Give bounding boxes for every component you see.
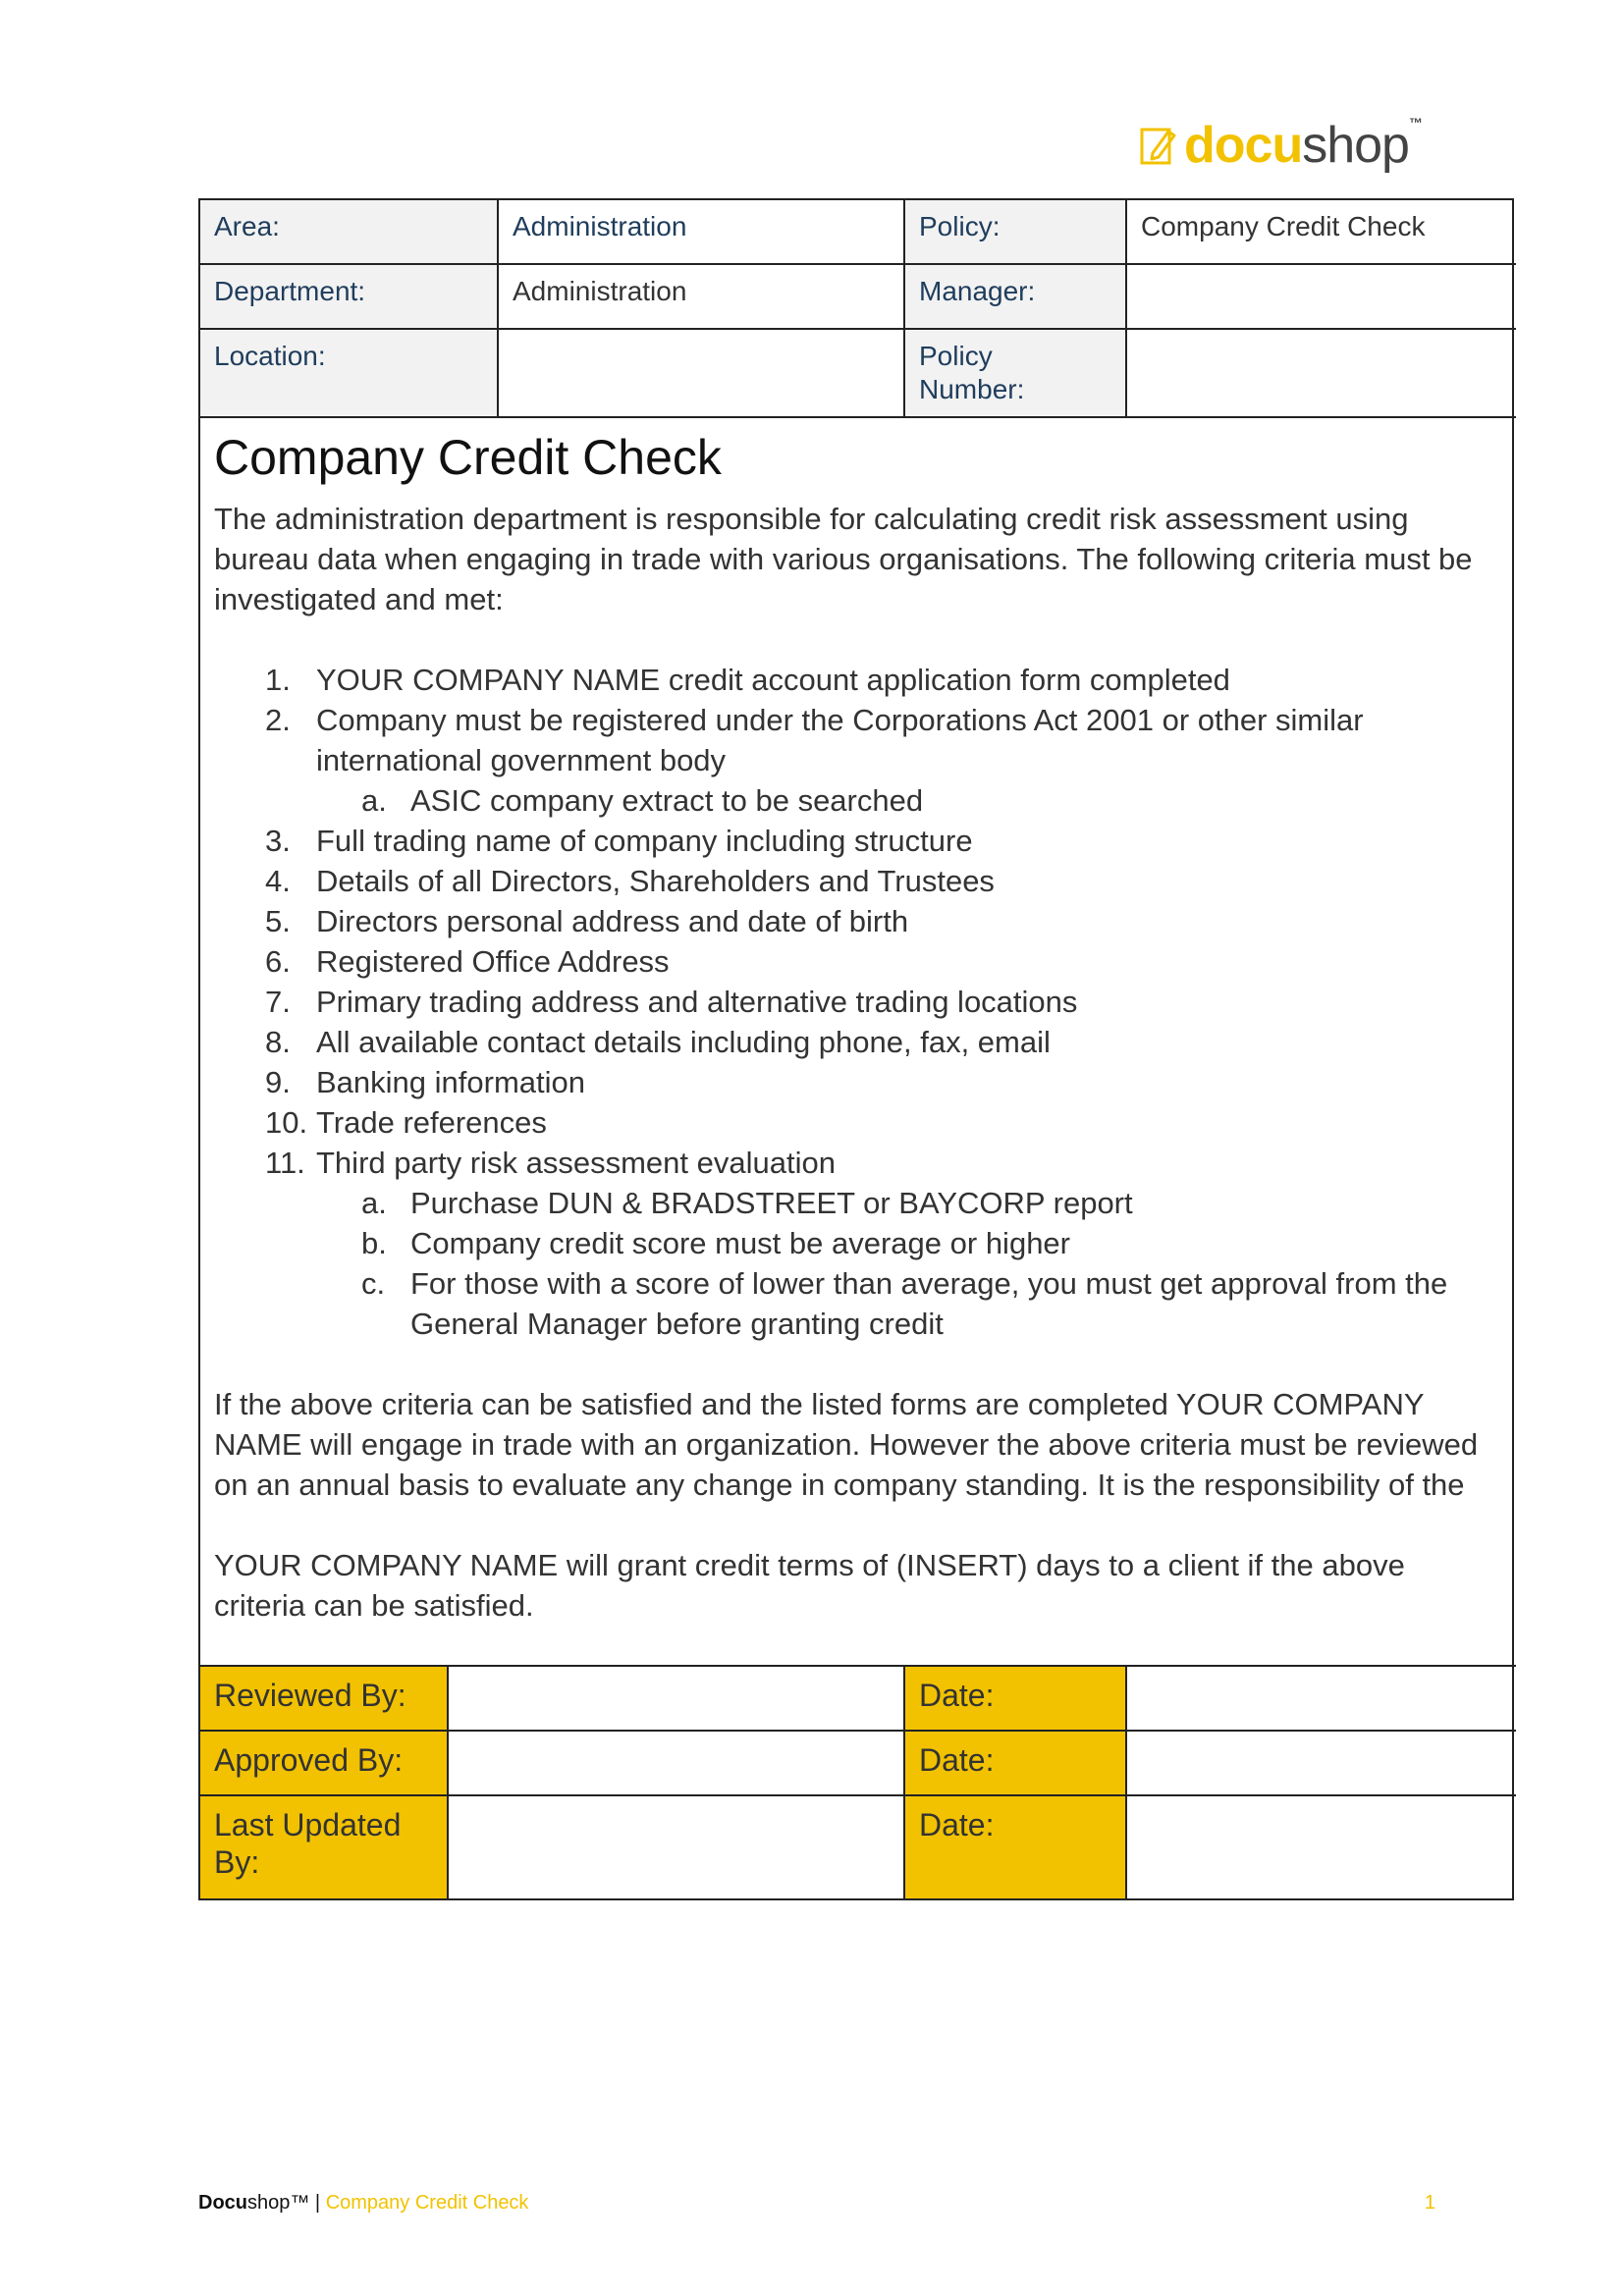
list-item: 5. Directors personal address and date of birth (265, 904, 909, 938)
list-item: 11. Third party risk assessment evaluation (265, 1146, 836, 1180)
last-updated-by-label: Last Updated By: (200, 1795, 448, 1898)
reviewed-date-label: Date: (904, 1666, 1126, 1731)
approved-date-value (1126, 1731, 1516, 1795)
policy-content (200, 418, 1512, 1665)
location-label: Location: (200, 329, 498, 417)
list-item: 10. Trade references (265, 1105, 547, 1140)
area-value: Administration (498, 200, 904, 264)
docushop-logo (1139, 115, 1422, 174)
criteria-list (214, 660, 1498, 1344)
list-item: 7. Primary trading address and alternative trading locations (265, 985, 1078, 1019)
policy-document (198, 198, 1514, 1900)
closing-paragraph-2: YOUR COMPANY NAME will grant credit terms of (INSERT) days to a client if the above criteria can be satisfied. (214, 1548, 1405, 1623)
logo-wordmark: docushop™ (1184, 115, 1422, 174)
policy-number-value (1126, 329, 1516, 417)
approved-by-value (448, 1731, 904, 1795)
policy-header-table (200, 200, 1516, 418)
page-footer (198, 2191, 1435, 2215)
sub-list-item: b. Company credit score must be average or higher (361, 1226, 1070, 1260)
last-updated-by-value (448, 1795, 904, 1898)
list-item: 2. Company must be registered under the Corporations Act 2001 or other similar international government body (265, 703, 1364, 777)
intro-paragraph: The administration department is responsible for calculating credit risk assessment using bureau data when engaging in trade with various organisations. The following criteria must be investigated and met: (214, 502, 1473, 616)
list-item: 6. Registered Office Address (265, 944, 670, 979)
department-label: Department: (200, 264, 498, 329)
reviewed-date-value (1126, 1666, 1516, 1731)
location-value (498, 329, 904, 417)
policy-label: Policy: (904, 200, 1126, 264)
policy-number-label: Policy Number: (904, 329, 1126, 417)
department-value: Administration (498, 264, 904, 329)
reviewed-by-label: Reviewed By: (200, 1666, 448, 1731)
list-item: 9. Banking information (265, 1065, 585, 1099)
page-number: 1 (1424, 2192, 1435, 2214)
sub-list-item: c. For those with a score of lower than average, you must get approval from the General Manager before granting credit (361, 1266, 1448, 1341)
updated-date-label: Date: (904, 1795, 1126, 1898)
signoff-table (200, 1665, 1516, 1898)
area-label: Area: (200, 200, 498, 264)
manager-value (1126, 264, 1516, 329)
sub-list-item: a. ASIC company extract to be searched (361, 783, 924, 818)
sub-list-item: a. Purchase DUN & BRADSTREET or BAYCORP report (361, 1186, 1133, 1220)
closing-paragraph-1: If the above criteria can be satisfied and the listed forms are completed YOUR COMPANY NAME will engage in trade with an organization. However the above criteria must be reviewed on an annual basis to evaluate any change in company standing. It is the responsibility of the (214, 1387, 1479, 1502)
list-item: 1. YOUR COMPANY NAME credit account application form completed (265, 663, 1230, 697)
footer-title: Docushop™ | Company Credit Check (198, 2192, 529, 2214)
list-item: 8. All available contact details including phone, fax, email (265, 1025, 1051, 1059)
approved-by-label: Approved By: (200, 1731, 448, 1795)
list-item: 4. Details of all Directors, Shareholders and Trustees (265, 864, 995, 898)
list-item: 3. Full trading name of company including structure (265, 824, 973, 858)
content-title: Company Credit Check (214, 430, 722, 485)
pencil-doc-icon (1139, 124, 1178, 167)
updated-date-value (1126, 1795, 1516, 1898)
manager-label: Manager: (904, 264, 1126, 329)
approved-date-label: Date: (904, 1731, 1126, 1795)
policy-value: Company Credit Check (1126, 200, 1516, 264)
reviewed-by-value (448, 1666, 904, 1731)
